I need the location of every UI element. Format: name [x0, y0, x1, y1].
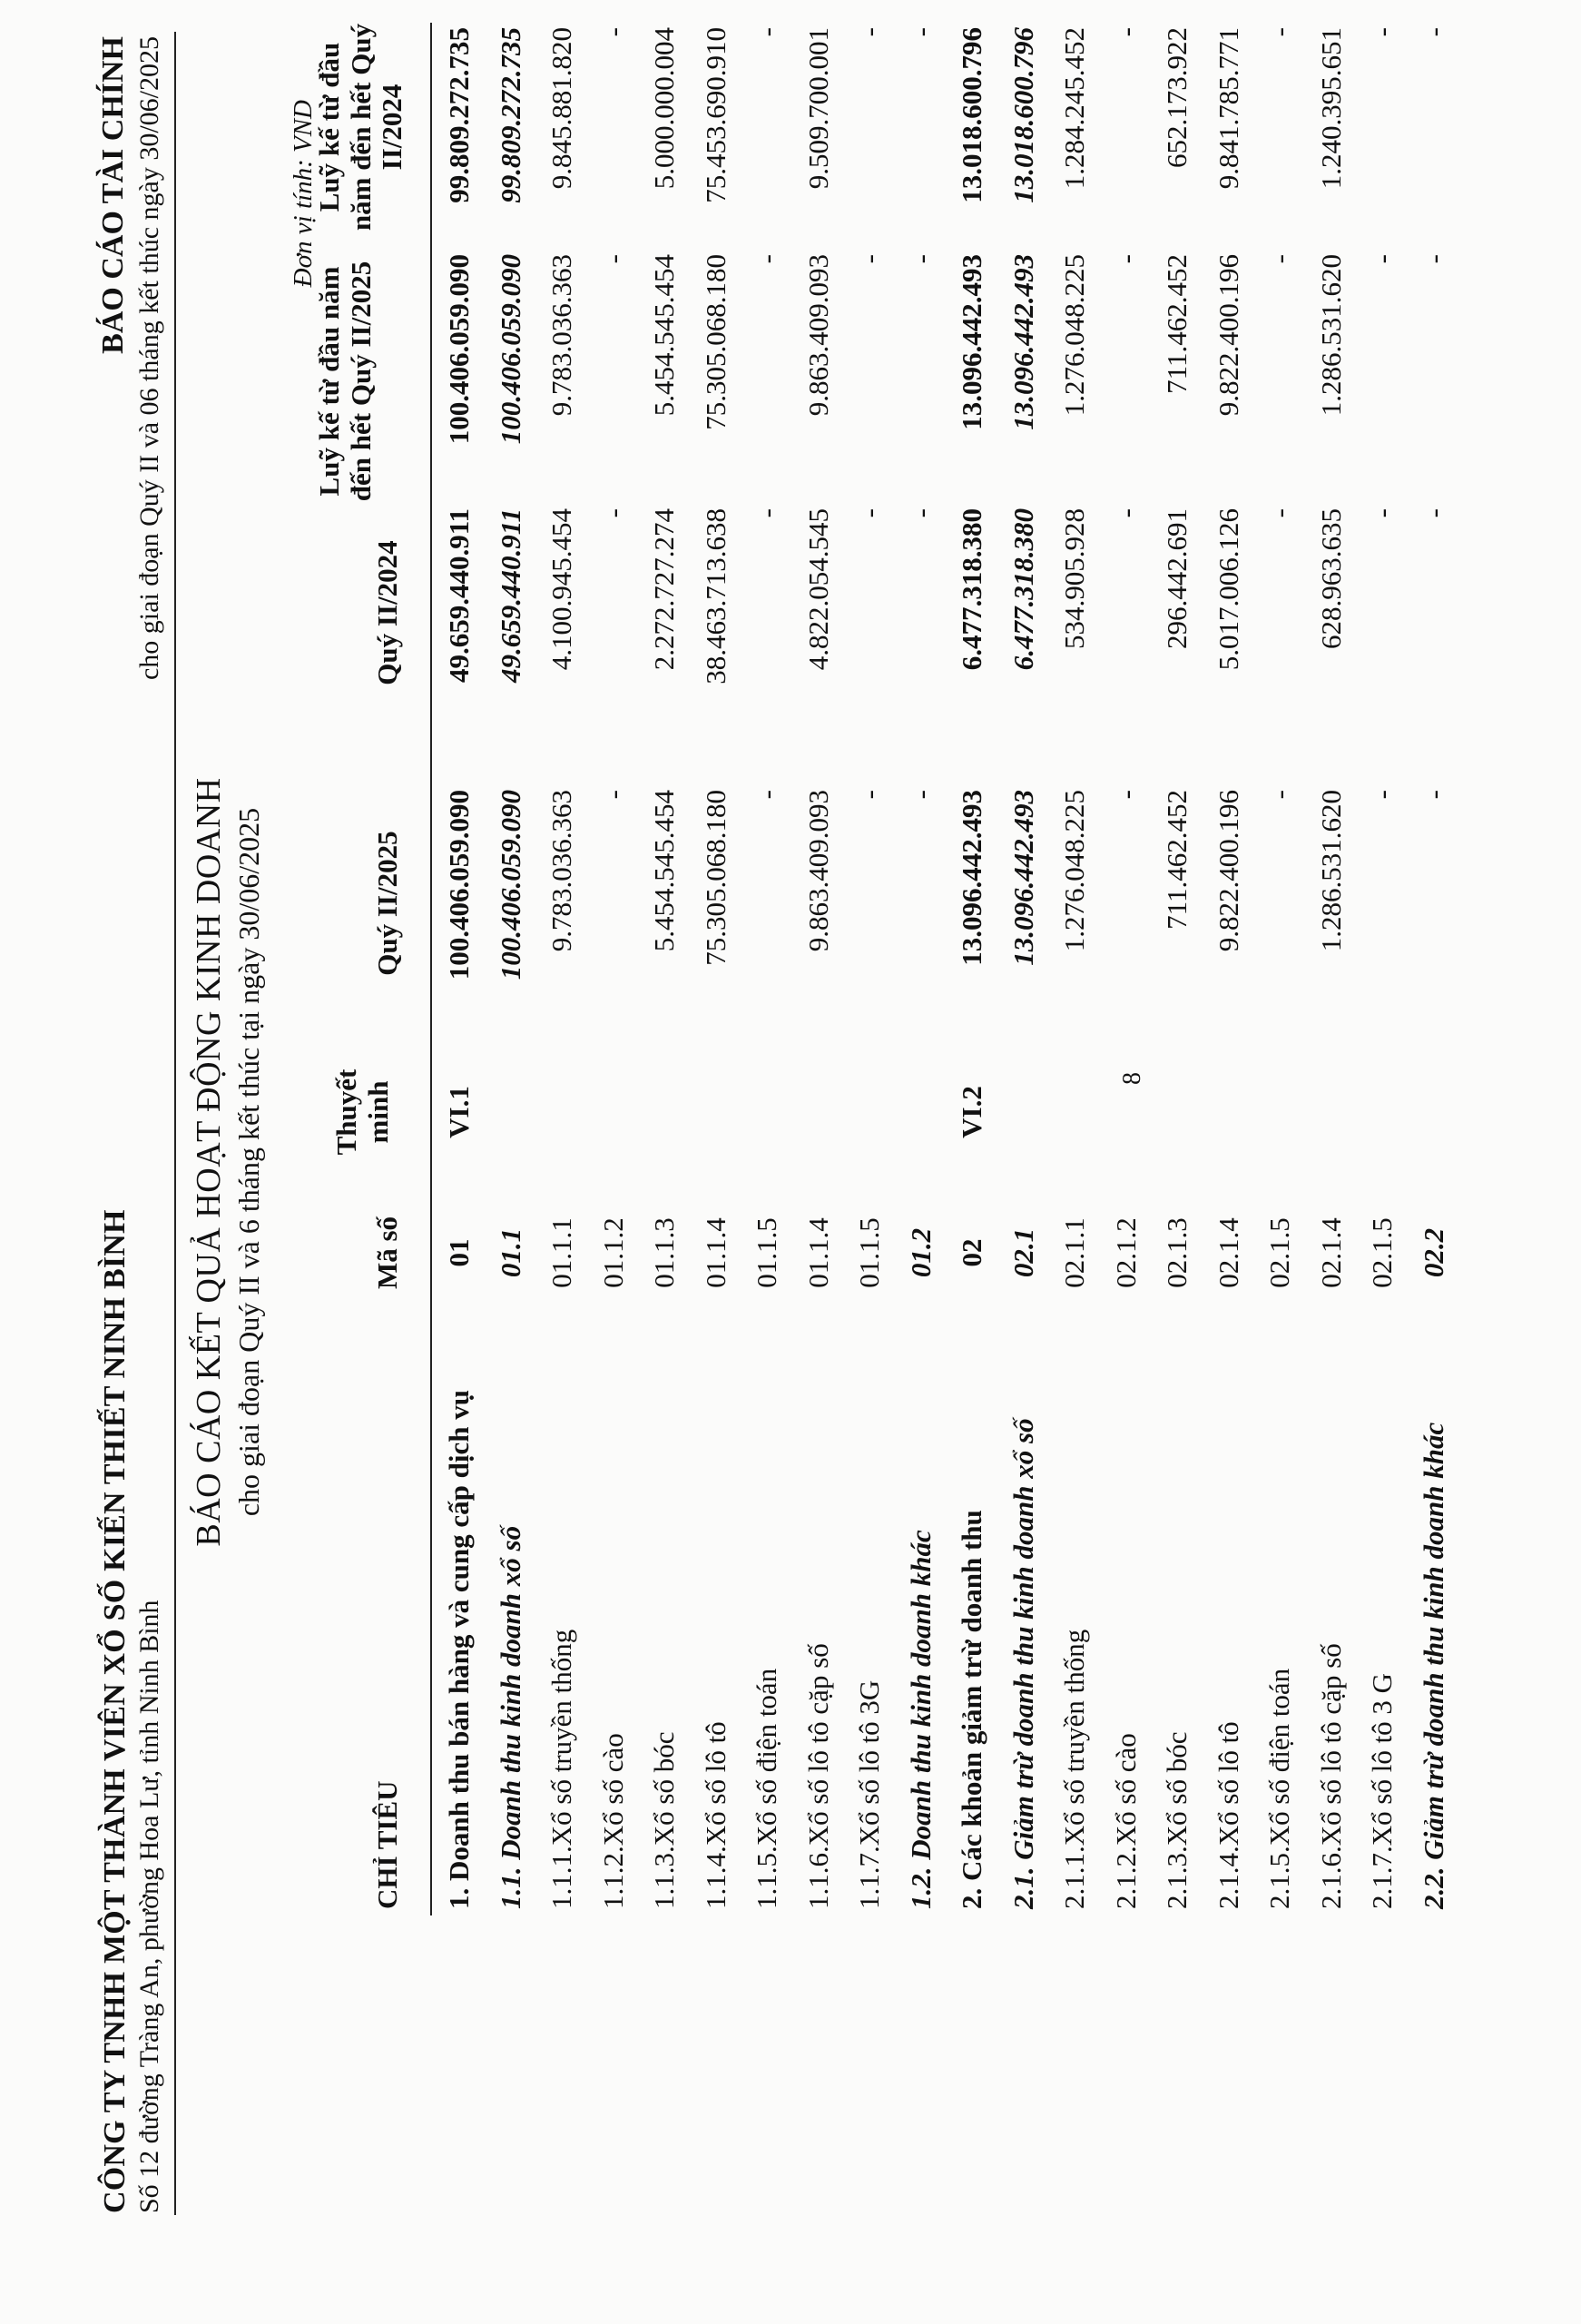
- cell-name: 2.1.5.Xổ số điện toán: [1263, 1668, 1295, 1909]
- table-row: [443, 0, 494, 2324]
- cell-ytd-2024: -: [1263, 27, 1295, 37]
- cell-ytd-2024: 99.809.272.735: [443, 27, 475, 203]
- company-address: Số 12 đường Tràng An, phường Hoa Lư, tỉnh Ninh Bình: [134, 1600, 164, 2213]
- cell-name: 1. Doanh thu bán hàng và cung cấp dịch vụ: [443, 1390, 475, 1909]
- cell-name: 2.2. Giảm trừ doanh thu kinh doanh khác: [1417, 1422, 1449, 1909]
- cell-q2-2025: 100.406.059.090: [443, 790, 475, 980]
- cell-name: 2.1.3.Xổ số bóc: [1161, 1731, 1193, 1909]
- table-row: [1110, 0, 1161, 2324]
- cell-ytd-2024: 5.000.000.004: [648, 27, 680, 190]
- cell-note: VI.2: [956, 1086, 987, 1138]
- cell-name: 1.1.7.Xổ số lô tô 3G: [853, 1679, 885, 1909]
- cell-ytd-2025: 75.305.068.180: [699, 254, 732, 430]
- document-title: BÁO CÁO KẾT QUẢ HOẠT ĐỘNG KINH DOANH: [190, 777, 228, 1547]
- cell-code: 01.1.3: [648, 1217, 680, 1288]
- cell-q2-2024: -: [1366, 508, 1398, 518]
- header-ytd-2024: Luỹ kế từ đầu năm đến hết Quý II/2024: [313, 23, 408, 231]
- header-divider: [174, 32, 176, 2215]
- table-row: [1418, 0, 1468, 2324]
- cell-q2-2024: 4.100.945.454: [545, 508, 577, 671]
- cell-q2-2024: -: [1417, 508, 1449, 518]
- table-row: [1366, 0, 1417, 2324]
- cell-q2-2024: -: [751, 508, 782, 518]
- cell-ytd-2024: 13.018.600.796: [1007, 27, 1039, 203]
- cell-name: 1.1.6.Xổ số lô tô cặp số: [801, 1643, 834, 1909]
- header-code: Mã số: [371, 1216, 403, 1290]
- cell-ytd-2024: -: [1109, 27, 1142, 37]
- cell-code: 01.1.4: [699, 1217, 732, 1288]
- cell-q2-2024: 5.017.006.126: [1212, 508, 1244, 671]
- header-q2-2025: Quý II/2025: [371, 831, 403, 976]
- table-row: [1058, 0, 1109, 2324]
- cell-ytd-2025: 9.863.409.093: [801, 254, 834, 417]
- cell-code: 02.1.3: [1161, 1217, 1193, 1288]
- cell-ytd-2025: 9.822.400.196: [1212, 254, 1244, 417]
- cell-note: VI.1: [443, 1086, 475, 1138]
- cell-q2-2025: -: [1263, 790, 1295, 800]
- cell-name: 1.1.5.Xổ số điện toán: [751, 1668, 782, 1909]
- cell-ytd-2025: 100.406.059.090: [443, 254, 475, 445]
- cell-q2-2024: 2.272.727.274: [648, 508, 680, 671]
- cell-code: 02.1.5: [1263, 1217, 1295, 1288]
- cell-name: 2.1. Giảm trừ doanh thu kinh doanh xổ số: [1007, 1418, 1039, 1909]
- cell-q2-2024: -: [904, 508, 937, 518]
- cell-ytd-2025: -: [1366, 254, 1398, 264]
- cell-q2-2025: -: [904, 790, 937, 800]
- cell-ytd-2024: -: [596, 27, 629, 37]
- cell-q2-2025: -: [751, 790, 782, 800]
- cell-ytd-2024: -: [751, 27, 782, 37]
- cell-q2-2025: 5.454.545.454: [648, 790, 680, 952]
- cell-code: 01.1: [494, 1227, 526, 1278]
- table-row: [1161, 0, 1212, 2324]
- cell-q2-2025: 75.305.068.180: [699, 790, 732, 966]
- cell-ytd-2025: -: [596, 254, 629, 264]
- cell-ytd-2024: -: [904, 27, 937, 37]
- cell-name: 1.1.3.Xổ số bóc: [648, 1731, 680, 1909]
- cell-ytd-2024: 99.809.272.735: [494, 27, 526, 203]
- cell-ytd-2024: 9.845.881.820: [545, 27, 577, 190]
- cell-name: 2.1.7.Xổ số lô tô 3 G: [1366, 1672, 1398, 1909]
- cell-code: 01.2: [904, 1227, 937, 1278]
- cell-q2-2025: 9.822.400.196: [1212, 790, 1244, 952]
- cell-ytd-2025: -: [1263, 254, 1295, 264]
- cell-code: 01.1.1: [545, 1217, 577, 1288]
- cell-code: 02.1.1: [1058, 1217, 1090, 1288]
- cell-q2-2024: 49.659.440.911: [494, 508, 526, 684]
- currency-unit-note: Đơn vị tính: VND: [289, 100, 318, 288]
- cell-code: 02.1.5: [1366, 1217, 1398, 1288]
- cell-name: 1.1.1.Xổ số truyền thống: [545, 1629, 577, 1909]
- cell-name: 2.1.6.Xổ số lô tô cặp số: [1314, 1643, 1347, 1909]
- cell-ytd-2025: -: [1109, 254, 1142, 264]
- cell-code: 01.1.5: [853, 1217, 885, 1288]
- cell-name: 1.2. Doanh thu kinh doanh khác: [904, 1530, 937, 1909]
- cell-ytd-2024: 1.284.245.452: [1058, 27, 1090, 190]
- table-row: [853, 0, 904, 2324]
- cell-q2-2025: -: [1417, 790, 1449, 800]
- table-row: [802, 0, 853, 2324]
- table-row: [1213, 0, 1263, 2324]
- report-type: BÁO CÁO TÀI CHÍNH: [96, 36, 130, 354]
- cell-q2-2024: 4.822.054.545: [801, 508, 834, 671]
- cell-q2-2025: 9.863.409.093: [801, 790, 834, 952]
- cell-ytd-2024: 9.509.700.001: [801, 27, 834, 190]
- cell-q2-2025: 9.783.036.363: [545, 790, 577, 952]
- table-row: [1007, 0, 1058, 2324]
- cell-ytd-2025: -: [904, 254, 937, 264]
- cell-ytd-2025: 100.406.059.090: [494, 254, 526, 445]
- table-row: [495, 0, 545, 2324]
- cell-code: 02.2: [1417, 1227, 1449, 1278]
- cell-ytd-2024: 75.453.690.910: [699, 27, 732, 203]
- company-name: CÔNG TY TNHH MỘT THÀNH VIÊN XỔ SỐ KIẾN THIẾT NINH BÌNH: [98, 1209, 132, 2213]
- cell-q2-2024: 6.477.318.380: [1007, 508, 1039, 671]
- cell-name: 2.1.2.Xổ số cào: [1109, 1733, 1142, 1909]
- cell-q2-2025: -: [1366, 790, 1398, 800]
- cell-q2-2024: -: [1109, 508, 1142, 518]
- cell-q2-2025: 1.276.048.225: [1058, 790, 1090, 952]
- cell-name: 1.1.4.Xổ số lô tô: [699, 1721, 732, 1909]
- cell-ytd-2024: 652.173.922: [1161, 27, 1193, 168]
- table-row: [648, 0, 699, 2324]
- cell-q2-2025: -: [596, 790, 629, 800]
- header-ytd-2025: Luỹ kế từ đầu năm đến hết Quý II/2025: [313, 261, 377, 502]
- cell-code: 02.1.4: [1212, 1217, 1244, 1288]
- cell-ytd-2024: 9.841.785.771: [1212, 27, 1244, 190]
- header-note: Thuyết minh: [330, 1068, 394, 1156]
- cell-ytd-2025: 5.454.545.454: [648, 254, 680, 417]
- cell-q2-2025: 711.462.452: [1161, 790, 1193, 930]
- cell-name: 2.1.1.Xổ số truyền thống: [1058, 1629, 1090, 1909]
- cell-q2-2024: 296.442.691: [1161, 508, 1193, 649]
- document-subtitle: cho giai đoạn Quý II và 6 tháng kết thúc tại ngày 30/06/2025: [232, 807, 265, 1517]
- cell-ytd-2025: 13.096.442.493: [956, 254, 987, 430]
- cell-q2-2024: 628.963.635: [1314, 508, 1347, 649]
- table-row: [1315, 0, 1366, 2324]
- cell-ytd-2024: -: [853, 27, 885, 37]
- page-number: 8: [1118, 1072, 1146, 1085]
- cell-ytd-2025: -: [853, 254, 885, 264]
- cell-ytd-2025: -: [751, 254, 782, 264]
- cell-q2-2024: 49.659.440.911: [443, 508, 475, 684]
- cell-ytd-2025: 711.462.452: [1161, 254, 1193, 394]
- cell-q2-2024: 534.905.928: [1058, 508, 1090, 649]
- cell-name: 1.1. Doanh thu kinh doanh xổ số: [494, 1525, 526, 1909]
- table-row: [545, 0, 596, 2324]
- cell-code: 01: [443, 1238, 475, 1267]
- cell-q2-2024: 38.463.713.638: [699, 508, 732, 684]
- cell-code: 01.1.4: [801, 1217, 834, 1288]
- table-row: [751, 0, 801, 2324]
- cell-ytd-2025: 1.286.531.620: [1314, 254, 1347, 417]
- cell-q2-2025: 1.286.531.620: [1314, 790, 1347, 952]
- report-period: cho giai đoạn Quý II và 06 tháng kết thúc ngày 30/06/2025: [134, 36, 164, 681]
- table-row: [1263, 0, 1314, 2324]
- cell-q2-2024: 6.477.318.380: [956, 508, 987, 671]
- cell-name: 2.1.4.Xổ số lô tô: [1212, 1721, 1244, 1909]
- cell-code: 02.1.4: [1314, 1217, 1347, 1288]
- cell-q2-2025: 13.096.442.493: [1007, 790, 1039, 966]
- cell-code: 02.1.2: [1109, 1217, 1142, 1288]
- cell-ytd-2024: 1.240.395.651: [1314, 27, 1347, 190]
- cell-q2-2024: -: [596, 508, 629, 518]
- cell-ytd-2025: -: [1417, 254, 1449, 264]
- cell-q2-2025: 100.406.059.090: [494, 790, 526, 980]
- header-indicator: CHỈ TIÊU: [371, 1780, 403, 1909]
- cell-name: 1.1.2.Xổ số cào: [596, 1733, 629, 1909]
- cell-code: 02.1: [1007, 1227, 1039, 1278]
- cell-ytd-2024: 13.018.600.796: [956, 27, 987, 203]
- cell-q2-2025: 13.096.442.493: [956, 790, 987, 966]
- cell-ytd-2025: 1.276.048.225: [1058, 254, 1090, 417]
- table-row: [905, 0, 956, 2324]
- cell-q2-2024: -: [1263, 508, 1295, 518]
- cell-code: 02: [956, 1238, 987, 1267]
- table-row: [956, 0, 1007, 2324]
- cell-ytd-2025: 13.096.442.493: [1007, 254, 1039, 430]
- cell-code: 01.1.2: [596, 1217, 629, 1288]
- header-q2-2024: Quý II/2024: [371, 540, 403, 685]
- cell-q2-2025: -: [853, 790, 885, 800]
- cell-name: 2. Các khoản giảm trừ doanh thu: [956, 1510, 987, 1909]
- cell-code: 01.1.5: [751, 1217, 782, 1288]
- header-bottom-rule: [430, 23, 432, 1915]
- cell-ytd-2025: 9.783.036.363: [545, 254, 577, 417]
- table-row: [700, 0, 751, 2324]
- cell-ytd-2024: -: [1366, 27, 1398, 37]
- cell-ytd-2024: -: [1417, 27, 1449, 37]
- cell-q2-2025: -: [1109, 790, 1142, 800]
- cell-q2-2024: -: [853, 508, 885, 518]
- table-row: [597, 0, 648, 2324]
